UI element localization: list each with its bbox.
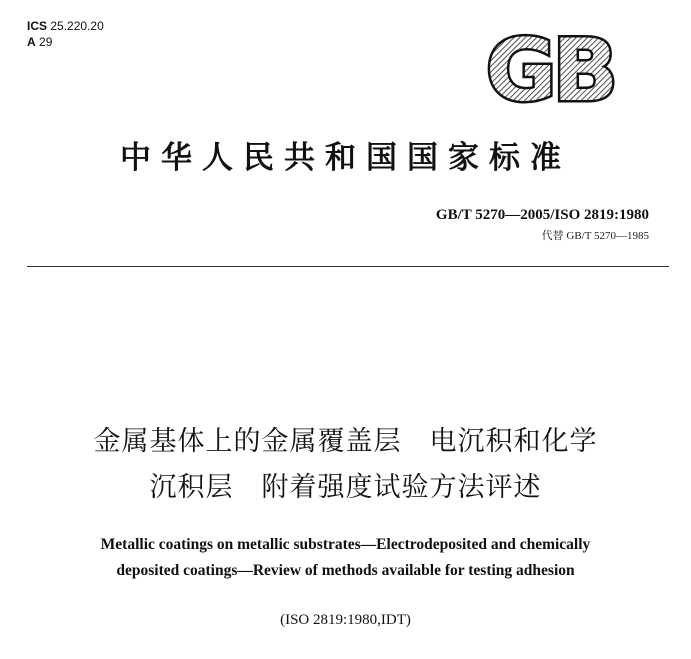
iso-reference: (ISO 2819:1980,IDT) — [280, 612, 411, 628]
english-title-line-1: Metallic coatings on metallic substrates—Electrodeposited and chemically — [100, 536, 591, 553]
chinese-title-line-1: 金属基体上的金属覆盖层 电沉积和化学 — [93, 426, 598, 457]
gb-logo — [470, 30, 630, 110]
class-code: 29 — [39, 35, 53, 49]
chinese-title-line-2: 沉积层 附着强度试验方法评述 — [149, 472, 542, 503]
standard-number: GB/T 5270—2005/ISO 2819:1980 — [435, 207, 649, 223]
english-title-line-2: deposited coatings—Review of methods available for testing adhesion — [116, 562, 575, 579]
divider-rule — [27, 266, 669, 267]
ics-line — [27, 18, 104, 34]
ics-classification — [27, 18, 104, 50]
gb-logo-text: GB — [485, 30, 615, 110]
national-standard-title: 中华人民共和国国家标准 — [120, 140, 571, 176]
ics-code: 25.220.20 — [50, 19, 104, 33]
class-line — [27, 34, 104, 50]
class-label: A — [27, 35, 36, 49]
ics-label: ICS — [27, 19, 48, 33]
replaces-standard: 代替 GB/T 5270—1985 — [541, 230, 649, 242]
